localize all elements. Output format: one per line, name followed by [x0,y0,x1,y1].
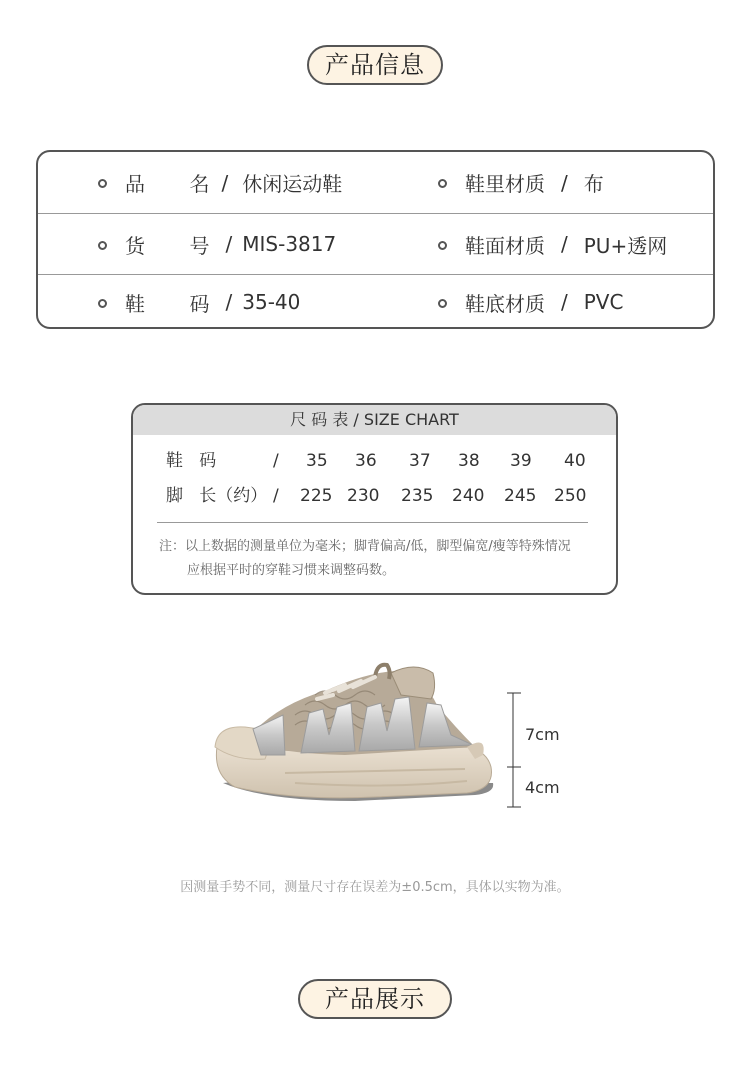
size-chart-title: 尺 码 表 / SIZE CHART [133,405,616,435]
info-label: 品 名 [125,172,210,196]
info-label: 鞋里材质 [465,172,545,196]
size-cell: 235 [401,486,434,506]
size-note-line: 应根据平时的穿鞋习惯来调整码数。 [187,563,396,578]
info-row [38,274,713,329]
size-cell: 230 [347,486,380,506]
size-note-line: 注：以上数据的测量单位为毫米；脚背偏高/低，脚型偏宽/瘦等特殊情况 [159,539,571,554]
upper-height-label: 7cm [525,725,560,744]
size-note [159,535,599,583]
info-value: PVC [583,290,624,314]
size-cell: 225 [300,486,333,506]
size-separator: / [273,451,279,471]
bullet-icon [98,299,107,308]
product-display-title: 产品展示 [298,979,452,1019]
info-label: 货 号 [125,233,210,258]
info-value: 布 [583,172,604,196]
size-row [133,446,616,476]
shoe-image [205,655,535,815]
info-value: 35-40 [242,290,301,314]
info-value: 休闲运动鞋 [242,172,343,196]
shoe-figure [205,655,560,815]
size-chart [131,403,618,595]
size-cell: 35 [306,451,328,471]
info-separator: / [225,290,233,314]
info-label: 鞋面材质 [465,233,545,258]
size-cell: 37 [409,451,431,471]
size-cell: 245 [504,486,537,506]
info-separator: / [225,232,233,256]
bullet-icon [98,241,107,250]
info-label: 鞋 码 [125,291,210,316]
info-separator: / [561,290,568,314]
product-info-title: 产品信息 [307,45,443,85]
bullet-icon [98,179,107,188]
size-row-label: 脚 长（约） [166,486,268,506]
size-row-label: 鞋 码 [166,451,217,471]
size-row [133,481,616,511]
info-row [38,213,713,274]
size-cell: 240 [452,486,485,506]
size-cell: 40 [564,451,586,471]
info-separator: / [561,232,568,256]
info-separator: / [561,170,568,195]
size-cell: 250 [554,486,587,506]
bullet-icon [438,179,447,188]
info-label: 鞋底材质 [465,291,545,316]
sole-height-label: 4cm [525,778,560,797]
size-separator: / [273,486,279,506]
size-cell: 36 [355,451,377,471]
bullet-icon [438,299,447,308]
info-value: PU+透网 [583,233,668,258]
measurement-disclaimer: 因测量手势不同，测量尺寸存在误差为±0.5cm，具体以实物为准。 [180,880,570,895]
size-cell: 38 [458,451,480,471]
info-separator: / [221,170,229,195]
divider [157,522,588,523]
info-value: MIS-3817 [242,232,337,256]
product-info-table [36,150,715,329]
size-cell: 39 [510,451,532,471]
info-row [38,152,713,213]
bullet-icon [438,241,447,250]
